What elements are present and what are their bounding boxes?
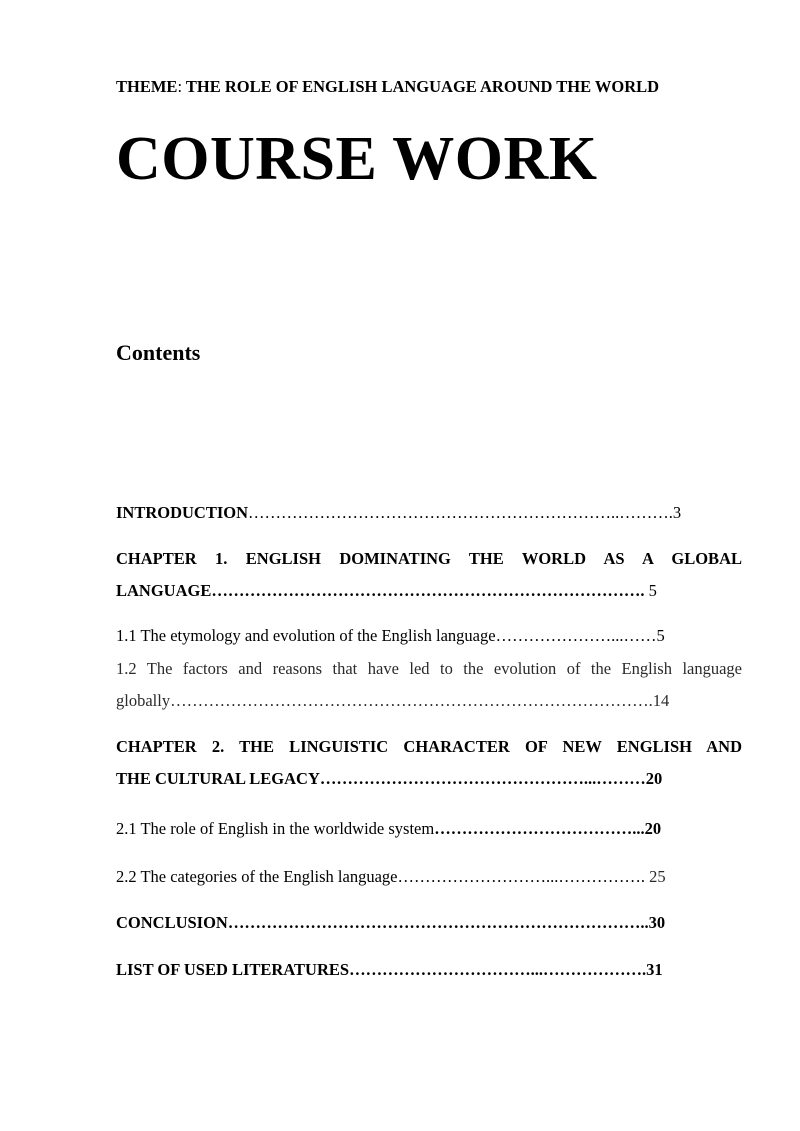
toc-entry-introduction[interactable] xyxy=(116,497,742,529)
toc-entry-title: THE CULTURAL LEGACY xyxy=(116,769,320,788)
toc-leader-dots: …………………………………………………………..………. xyxy=(248,503,673,522)
toc-page-number: 5 xyxy=(656,626,665,645)
toc-entry-conclusion[interactable] xyxy=(116,907,742,939)
toc-leader-dots: ……………………………………………………………………. xyxy=(211,581,645,600)
toc-page-number: 20 xyxy=(644,819,662,838)
toc-page-number: 20 xyxy=(645,769,663,788)
toc-leader-dots: …………………………………………...……… xyxy=(319,769,646,788)
toc-page-number: 25 xyxy=(644,867,666,886)
toc-entry-title: LANGUAGE xyxy=(116,581,212,600)
toc-entry-chapter-2-line1[interactable]: CHAPTER 2. THE LINGUISTIC CHARACTER OF NEW ENGLISH AND xyxy=(116,737,742,756)
toc-page-number: 3 xyxy=(672,503,682,522)
toc-leader-dots: ……………………………...………………. xyxy=(349,960,647,979)
toc-entry-1-1[interactable] xyxy=(116,620,742,652)
toc-leader-dots: ………………………...……………. xyxy=(397,867,645,886)
toc-page-number: 31 xyxy=(646,960,663,979)
toc-entry-literatures[interactable] xyxy=(116,954,742,986)
page-title: COURSE WORK xyxy=(116,125,598,193)
toc-entry-title: 2.2 The categories of the English language xyxy=(116,867,398,886)
toc-entry-chapter-1-line1[interactable]: CHAPTER 1. ENGLISH DOMINATING THE WORLD AS A GLOBAL xyxy=(116,549,742,568)
theme-colon: : xyxy=(177,77,183,96)
toc-entry-2-1[interactable] xyxy=(116,813,742,845)
toc-entry-title: LIST OF USED LITERATURES xyxy=(116,960,350,979)
toc-entry-chapter-2-line2[interactable] xyxy=(116,763,742,795)
toc-entry-title: INTRODUCTION xyxy=(116,503,249,522)
theme-line xyxy=(116,77,742,97)
toc-page-number: 5 xyxy=(648,581,657,600)
toc-entry-chapter-1-line2[interactable] xyxy=(116,575,742,607)
toc-leader-dots: …………………………………………………………………………… xyxy=(170,691,649,710)
toc-leader-dots: ………………………………………………………………….. xyxy=(227,913,649,932)
toc-entry-2-2[interactable] xyxy=(116,861,742,893)
toc-page-number: .14 xyxy=(648,691,670,710)
contents-heading: Contents xyxy=(116,340,201,365)
toc-entry-1-2-line2[interactable] xyxy=(116,685,742,717)
toc-leader-dots: ………………………………... xyxy=(434,819,645,838)
theme-label: THEME xyxy=(116,77,178,96)
toc-entry-1-2-line1[interactable]: 1.2 The factors and reasons that have led to the evolution of the English language xyxy=(116,659,742,678)
toc-entry-title: 1.1 The etymology and evolution of the English language xyxy=(116,626,496,645)
toc-entry-title: 2.1 The role of English in the worldwide system xyxy=(116,819,435,838)
toc-entry-title: CONCLUSION xyxy=(116,913,228,932)
toc-page-number: 30 xyxy=(648,913,666,932)
toc-entry-title: globally xyxy=(116,691,171,710)
theme-text: THE ROLE OF ENGLISH LANGUAGE AROUND THE WORLD xyxy=(185,77,660,96)
toc-leader-dots: …………………...…… xyxy=(495,626,657,645)
